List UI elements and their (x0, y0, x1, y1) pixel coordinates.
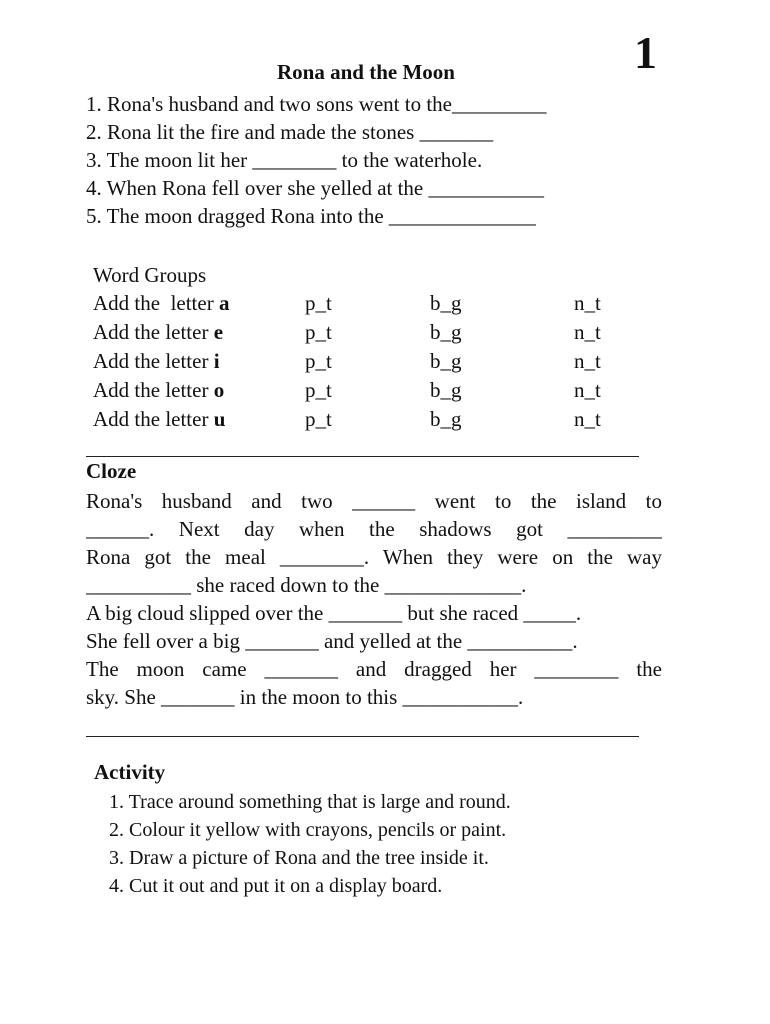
word-group-letter: a (218, 291, 230, 315)
word-blank: p_t (305, 349, 332, 373)
word-group-row (93, 318, 633, 347)
word-group-label: Add the letter a (93, 291, 230, 315)
activity-heading: Activity (94, 760, 166, 784)
word-group-letter: i (213, 349, 220, 373)
word-blank: b_g (430, 291, 462, 315)
cloze-passage (86, 487, 662, 711)
worksheet-title: Rona and the Moon (277, 60, 455, 84)
cloze-line: sky. She _______ in the moon to this ___________. (86, 685, 524, 709)
word-blank: b_g (430, 407, 462, 431)
cloze-line: The moon came _______ and dragged her ________ the (86, 657, 662, 681)
activity-item: 1. Trace around something that is large and round. (109, 791, 511, 813)
question-4: 4. When Rona fell over she yelled at the ___________ (86, 176, 545, 200)
section-divider (86, 456, 639, 457)
word-blank: p_t (305, 320, 332, 344)
word-blank: p_t (305, 407, 332, 431)
word-blank: n_t (574, 320, 601, 344)
questions-list (86, 90, 547, 230)
word-blank: n_t (574, 349, 601, 373)
cloze-heading: Cloze (86, 459, 137, 483)
word-blank: n_t (574, 291, 601, 315)
question-3: 3. The moon lit her ________ to the waterhole. (86, 148, 483, 172)
activity-item: 4. Cut it out and put it on a display board. (109, 875, 443, 897)
section-divider (86, 736, 639, 737)
word-groups-heading: Word Groups (93, 263, 207, 287)
word-group-row (93, 405, 633, 434)
word-group-letter: o (213, 378, 225, 402)
page-number: 1 (634, 27, 657, 78)
word-blank: n_t (574, 378, 601, 402)
cloze-line: Rona's husband and two ______ went to the island to (86, 489, 662, 513)
cloze-line: A big cloud slipped over the _______ but she raced _____. (86, 601, 582, 625)
word-group-row (93, 289, 633, 318)
word-group-row (93, 347, 633, 376)
cloze-line: She fell over a big _______ and yelled at the __________. (86, 629, 578, 653)
cloze-line: __________ she raced down to the _____________. (86, 573, 527, 597)
word-group-label: Add the letter u (93, 407, 226, 431)
word-blank: b_g (430, 320, 462, 344)
cloze-line: Rona got the meal ________. When they were on the way (86, 545, 662, 569)
cloze-line: ______. Next day when the shadows got _________ (86, 517, 662, 541)
word-group-row (93, 376, 633, 405)
word-blank: n_t (574, 407, 601, 431)
question-2: 2. Rona lit the fire and made the stones _______ (86, 120, 494, 144)
word-group-label: Add the letter o (93, 378, 225, 402)
question-5: 5. The moon dragged Rona into the ______________ (86, 204, 536, 228)
word-group-letter: e (213, 320, 224, 344)
word-blank: b_g (430, 378, 462, 402)
activity-item: 3. Draw a picture of Rona and the tree inside it. (109, 847, 489, 869)
word-blank: b_g (430, 349, 462, 373)
activity-list (109, 788, 511, 900)
word-group-label: Add the letter i (93, 349, 220, 373)
word-group-label: Add the letter e (93, 320, 224, 344)
word-groups-section (93, 261, 633, 434)
question-1: 1. Rona's husband and two sons went to the_________ (86, 92, 547, 116)
word-blank: p_t (305, 291, 332, 315)
word-blank: p_t (305, 378, 332, 402)
word-group-letter: u (213, 407, 226, 431)
activity-item: 2. Colour it yellow with crayons, pencils or paint. (109, 819, 507, 841)
